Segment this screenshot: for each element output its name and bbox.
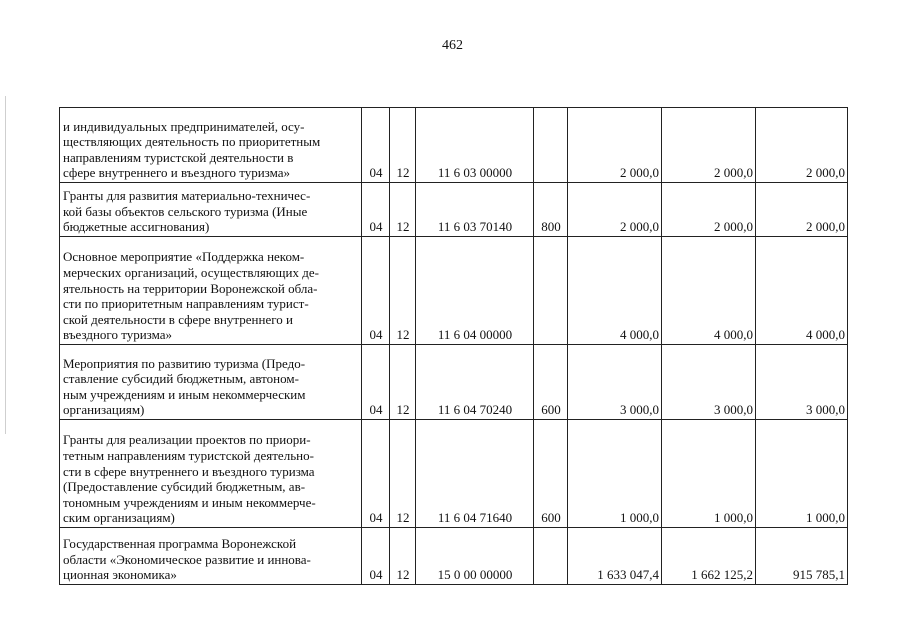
item-name-line: Основное мероприятие «Поддержка неком- [63,249,305,265]
item-name-line: тономным учреждениям и иным некоммерче- [63,494,316,510]
table-row [60,108,848,183]
amount-year2-cell: 1 000,0 [662,420,756,528]
item-name-line: сти по приоритетным направлениям турист- [63,296,309,312]
item-name-line: направлениям туристской деятельности в [63,149,294,165]
subsection-code-cell: 12 [390,420,416,528]
item-name-line: ным учреждениям и иным некоммерческим [63,386,306,402]
item-name-cell [60,420,362,528]
amount-year3-cell: 3 000,0 [756,345,848,420]
item-name-line: организациям) [63,402,145,418]
expense-type-cell: 800 [534,183,568,237]
item-name-cell [60,345,362,420]
table-row [60,237,848,345]
amount-year1-cell: 2 000,0 [568,108,662,183]
table-row [60,420,848,528]
item-name-line: сфере внутреннего и въездного туризма» [63,165,291,181]
item-name-line: сти в сфере внутреннего и въездного туризма [63,463,315,479]
amount-year2-cell: 2 000,0 [662,183,756,237]
amount-year2-cell: 4 000,0 [662,237,756,345]
scan-edge-line [5,96,6,434]
expense-type-cell [534,108,568,183]
section-code-cell: 04 [362,420,390,528]
item-name-cell [60,528,362,585]
subsection-code-cell: 12 [390,345,416,420]
item-name-cell [60,108,362,183]
item-name-line: бюджетные ассигнования) [63,219,210,235]
section-code-cell: 04 [362,237,390,345]
item-name-line: Гранты для развития материально-техничес- [63,188,311,204]
subsection-code-cell: 12 [390,237,416,345]
amount-year1-cell: 4 000,0 [568,237,662,345]
item-name-line: области «Экономическое развитие и иннова- [63,551,311,567]
target-article-cell: 11 6 04 00000 [416,237,534,345]
subsection-code-cell: 12 [390,108,416,183]
expense-type-cell [534,528,568,585]
amount-year3-cell: 2 000,0 [756,183,848,237]
item-name-line: ществляющих деятельность по приоритетным [63,134,321,150]
table-body [60,108,848,585]
amount-year3-cell: 915 785,1 [756,528,848,585]
amount-year2-cell: 1 662 125,2 [662,528,756,585]
target-article-cell: 11 6 03 00000 [416,108,534,183]
item-name-line: ятельность на территории Воронежской обла- [63,280,318,296]
item-name-line: ставление субсидий бюджетным, автоном- [63,371,299,387]
amount-year1-cell: 1 000,0 [568,420,662,528]
amount-year3-cell: 2 000,0 [756,108,848,183]
target-article-cell: 11 6 04 71640 [416,420,534,528]
expense-type-cell: 600 [534,420,568,528]
item-name-line: (Предоставление субсидий бюджетным, ав- [63,479,306,495]
item-name-line: ской деятельности в сфере внутреннего и [63,311,293,327]
amount-year3-cell: 1 000,0 [756,420,848,528]
item-name-line: Гранты для реализации проектов по приори- [63,432,311,448]
budget-table [59,107,848,585]
section-code-cell: 04 [362,108,390,183]
amount-year1-cell: 2 000,0 [568,183,662,237]
table-row [60,528,848,585]
item-name-cell [60,183,362,237]
item-name-line: ским организациям) [63,510,175,526]
item-name-cell [60,237,362,345]
item-name-line: и индивидуальных предпринимателей, осу- [63,118,305,134]
page-number: 462 [442,38,463,53]
amount-year2-cell: 2 000,0 [662,108,756,183]
item-name-line: Мероприятия по развитию туризма (Предо- [63,355,306,371]
section-code-cell: 04 [362,528,390,585]
item-name-line: тетным направлениям туристской деятельно- [63,448,314,464]
subsection-code-cell: 12 [390,528,416,585]
amount-year1-cell: 3 000,0 [568,345,662,420]
target-article-cell: 15 0 00 00000 [416,528,534,585]
amount-year2-cell: 3 000,0 [662,345,756,420]
section-code-cell: 04 [362,183,390,237]
amount-year3-cell: 4 000,0 [756,237,848,345]
table-row [60,183,848,237]
target-article-cell: 11 6 04 70240 [416,345,534,420]
subsection-code-cell: 12 [390,183,416,237]
item-name-line: ционная экономика» [63,567,177,583]
section-code-cell: 04 [362,345,390,420]
table-row [60,345,848,420]
item-name-line: Государственная программа Воронежской [63,536,297,552]
expense-type-cell [534,237,568,345]
amount-year1-cell: 1 633 047,4 [568,528,662,585]
item-name-line: кой базы объектов сельского туризма (Иные [63,203,308,219]
item-name-line: въездного туризма» [63,327,173,343]
expense-type-cell: 600 [534,345,568,420]
target-article-cell: 11 6 03 70140 [416,183,534,237]
item-name-line: мерческих организаций, осуществляющих де- [63,265,319,281]
